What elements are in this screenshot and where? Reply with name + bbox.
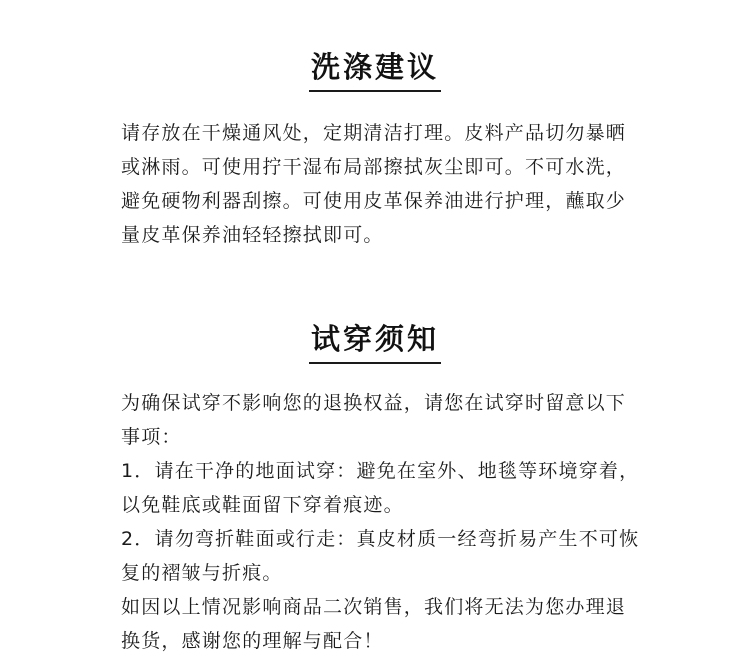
tryon-item-2: 2．请勿弯折鞋面或行走：真皮材质一经弯折易产生不可恢复的褶皱与折痕。 — [121, 528, 640, 584]
tryon-body — [121, 386, 641, 658]
tryon-closing: 如因以上情况影响商品二次销售，我们将无法为您办理退换货，感谢您的理解与配合！ — [121, 596, 627, 652]
care-paragraph: 请存放在干燥通风处，定期清洁打理。皮料产品切勿暴晒或淋雨。可使用拧干湿布局部擦拭灰尘即可。不可水洗，避免硬物利器刮擦。可使用皮革保养油进行护理，蘸取少量皮革保养油轻轻擦拭即可。 — [121, 122, 627, 246]
tryon-intro: 为确保试穿不影响您的退换权益，请您在试穿时留意以下事项： — [121, 392, 627, 448]
tryon-heading-wrap — [0, 320, 750, 364]
care-section — [0, 48, 750, 246]
tryon-heading: 试穿须知 — [309, 320, 441, 364]
care-heading: 洗涤建议 — [309, 48, 441, 92]
care-heading-wrap — [0, 48, 750, 92]
tryon-section — [0, 320, 750, 652]
care-body — [121, 116, 641, 252]
tryon-item-1: 1．请在干净的地面试穿：避免在室外、地毯等环境穿着，以免鞋底或鞋面留下穿着痕迹。 — [121, 460, 640, 516]
